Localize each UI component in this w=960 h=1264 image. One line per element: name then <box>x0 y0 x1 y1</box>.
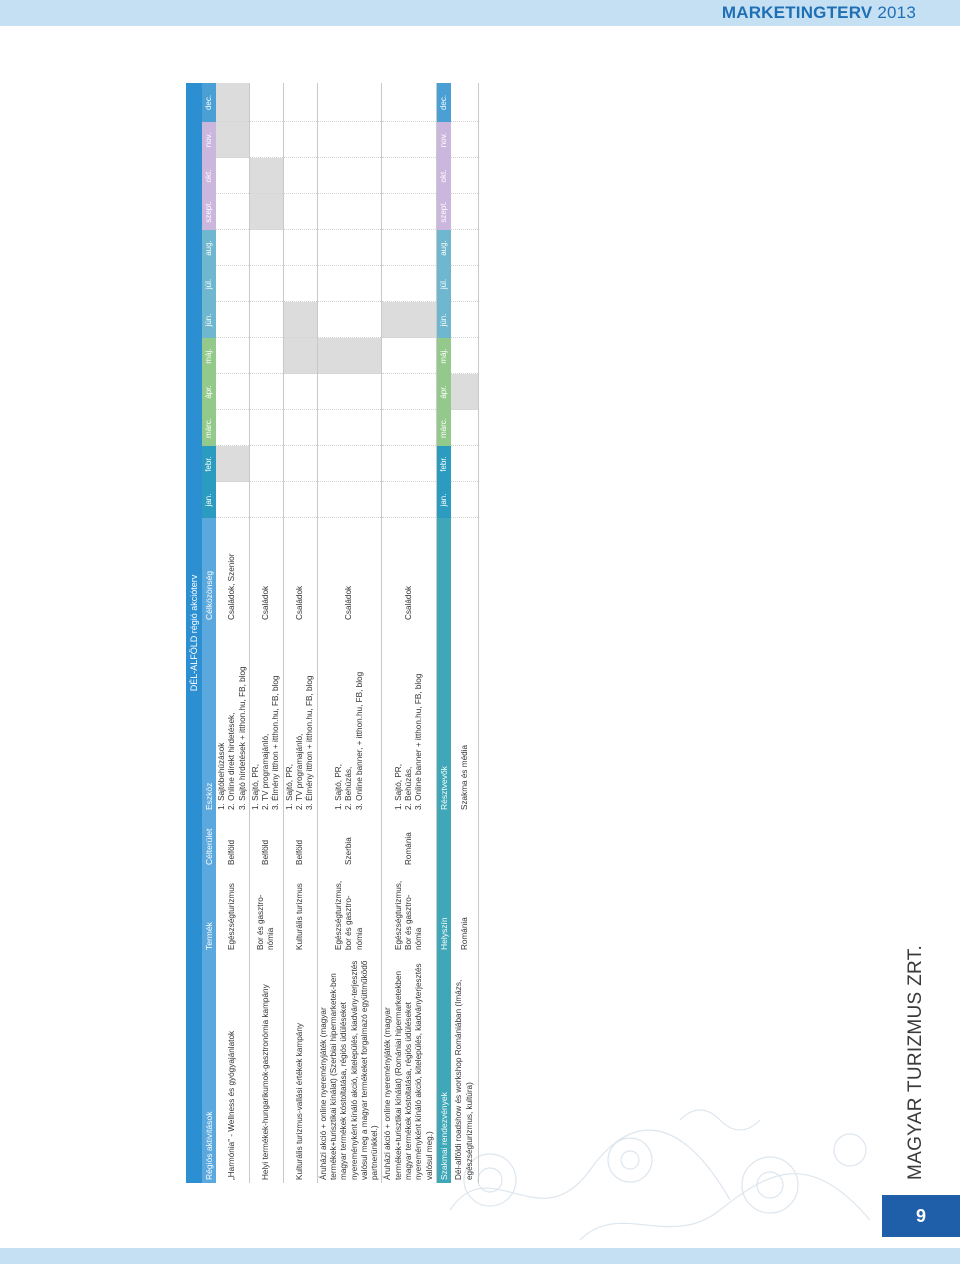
table-header <box>202 83 216 1183</box>
audience-cell: Családok, Szenior <box>216 518 249 623</box>
audience-cell: Családok <box>249 518 283 623</box>
month-cell-febr <box>249 446 283 482</box>
target-area-cell: Szerbia <box>317 813 382 868</box>
month-header-may: máj. <box>202 338 216 374</box>
table-row <box>451 83 479 1183</box>
month-cell-szept <box>216 194 249 230</box>
month-cell-ápr <box>283 374 317 410</box>
column-header-tool: Eszköz <box>202 623 216 813</box>
event-rows <box>451 83 479 1183</box>
month-cell-okt <box>382 158 436 194</box>
month-cell-márc <box>317 410 382 446</box>
month-header-may: máj. <box>436 338 451 374</box>
month-cell-aug <box>451 230 479 266</box>
column-header-product: Termék <box>202 868 216 953</box>
product-cell: Egészségturizmus, Bor és gasztro- nómia <box>382 868 436 953</box>
month-header-apr: ápr. <box>202 374 216 410</box>
month-header-sep: szept. <box>202 194 216 230</box>
table-row <box>317 83 382 1183</box>
month-cell-szept <box>451 194 479 230</box>
month-header-jun: jún. <box>436 302 451 338</box>
month-header-apr: ápr. <box>436 374 451 410</box>
month-cell-nov <box>451 122 479 158</box>
month-header-jun: jún. <box>202 302 216 338</box>
month-header-jul: júl. <box>202 266 216 302</box>
month-cell-jan <box>283 482 317 518</box>
activity-cell: Helyi termékek-hungarikumok-gasztronómia kampány <box>249 953 283 1183</box>
month-cell-aug <box>382 230 436 266</box>
month-cell-nov <box>283 122 317 158</box>
audience-cell: Családok <box>317 518 382 623</box>
target-area-cell: Románia <box>382 813 436 868</box>
month-header-jul: júl. <box>436 266 451 302</box>
audience-cell: Családok <box>382 518 436 623</box>
month-cell-febr <box>216 446 249 482</box>
month-cell-jún <box>317 302 382 338</box>
table-row <box>382 83 436 1183</box>
tool-cell: 1. Sajtó, PR, 2. Behúzás, 3. Online banner + itthon.hu, FB, blog <box>382 623 436 813</box>
month-header-nov: nov. <box>436 122 451 158</box>
month-cell-nov <box>317 122 382 158</box>
month-cell-jan <box>382 482 436 518</box>
month-cell-júl <box>451 266 479 302</box>
month-cell-jan <box>317 482 382 518</box>
month-cell-dec <box>283 83 317 122</box>
product-cell: Egészségturizmus, bor és gasztro- nómia <box>317 868 382 953</box>
tool-cell: 1. Sajtó, PR, 2. TV programajánló, 3. Élmény itthon + itthon.hu, FB, blog <box>249 623 283 813</box>
document-brand: MARKETINGTERV <box>721 3 873 22</box>
month-cell-szept <box>382 194 436 230</box>
month-cell-febr <box>451 446 479 482</box>
product-cell: Egészségturizmus <box>216 868 249 953</box>
month-cell-ápr <box>451 374 479 410</box>
month-header-dec: dec. <box>436 83 451 122</box>
month-cell-jún <box>216 302 249 338</box>
month-header-feb: febr. <box>202 446 216 482</box>
month-cell-okt <box>216 158 249 194</box>
location-cell: Románia <box>451 813 479 953</box>
month-cell-máj <box>451 338 479 374</box>
month-cell-júl <box>317 266 382 302</box>
month-cell-dec <box>216 83 249 122</box>
event-cell: Dél-alföldi roadshow és workshop Romániában (Imázs, egészségturizmus, kultúra) <box>451 953 479 1183</box>
section-header-events <box>436 83 451 1183</box>
tool-cell: 1. Sajtóbehúzások 2. Online direkt hirdetések, 3. Sajtó hirdetések + itthon.hu, FB, blog <box>216 623 249 813</box>
activity-cell: „Harmónia” - Wellness és gyógyajánlatok <box>216 953 249 1183</box>
month-cell-márc <box>451 410 479 446</box>
month-cell-dec <box>317 83 382 122</box>
column-header-audience: Célközönség <box>202 518 216 623</box>
audience-cell: Családok <box>283 518 317 623</box>
month-cell-máj <box>249 338 283 374</box>
month-cell-ápr <box>216 374 249 410</box>
bottom-band <box>0 1248 960 1264</box>
month-header-oct: okt. <box>436 158 451 194</box>
action-plan-table-container <box>186 83 626 1183</box>
column-header-location: Helyszín <box>436 813 451 953</box>
month-cell-jún <box>451 302 479 338</box>
month-cell-jan <box>249 482 283 518</box>
month-cell-júl <box>382 266 436 302</box>
table-row <box>216 83 249 1183</box>
month-cell-szept <box>283 194 317 230</box>
month-cell-febr <box>317 446 382 482</box>
month-cell-máj <box>317 338 382 374</box>
month-cell-jan <box>216 482 249 518</box>
target-area-cell: Belföld <box>249 813 283 868</box>
product-cell: Bor és gasztro- nómia <box>249 868 283 953</box>
month-header-sep: szept. <box>436 194 451 230</box>
month-cell-aug <box>283 230 317 266</box>
month-cell-febr <box>283 446 317 482</box>
product-cell: Kulturális turizmus <box>283 868 317 953</box>
activity-cell: Kulturális turizmus-vallási értékek kampány <box>283 953 317 1183</box>
activity-cell: Áruházi akció + online nyereményjáték (magyar termékek+turisztikai kínálat) (Szerbiai hipermarketek-ben magyar termékek kóstoltatása, régiós üdüléseket nyereményként kínáló akció, kitelepülés, kiadvány-terjesztés valósul meg a magyar termékeket forgalmazó együttműködő partnerünkkel.) <box>317 953 382 1183</box>
month-cell-szept <box>317 194 382 230</box>
month-cell-dec <box>249 83 283 122</box>
month-header-aug: aug. <box>202 230 216 266</box>
table-title: DÉL-ALFÖLD régió akcióterv <box>186 83 202 1183</box>
month-cell-máj <box>283 338 317 374</box>
month-cell-júl <box>283 266 317 302</box>
tool-cell: 1. Sajtó, PR, 2. TV programajánló, 3. Élmény itthon + itthon.hu, FB, blog <box>283 623 317 813</box>
month-cell-máj <box>216 338 249 374</box>
month-cell-febr <box>382 446 436 482</box>
month-cell-jún <box>283 302 317 338</box>
month-cell-nov <box>382 122 436 158</box>
document-year: 2013 <box>877 3 916 22</box>
month-cell-márc <box>382 410 436 446</box>
month-cell-jún <box>382 302 436 338</box>
month-header-mar: márc. <box>202 410 216 446</box>
column-header-events: Szakmai rendezvények <box>436 953 451 1183</box>
month-cell-márc <box>216 410 249 446</box>
month-header-dec: dec. <box>202 83 216 122</box>
month-cell-márc <box>283 410 317 446</box>
month-header-mar: márc. <box>436 410 451 446</box>
month-header-feb: febr. <box>436 446 451 482</box>
table-row <box>249 83 283 1183</box>
column-header-activities: Régiós aktivitások <box>202 953 216 1183</box>
month-cell-okt <box>317 158 382 194</box>
month-header-nov: nov. <box>202 122 216 158</box>
month-header-aug: aug. <box>436 230 451 266</box>
column-header-participants: Résztvevők <box>436 518 451 813</box>
month-cell-aug <box>216 230 249 266</box>
month-header-oct: okt. <box>202 158 216 194</box>
month-cell-szept <box>249 194 283 230</box>
month-cell-máj <box>382 338 436 374</box>
month-cell-jún <box>249 302 283 338</box>
month-header-jan: jan. <box>202 482 216 518</box>
month-cell-jan <box>451 482 479 518</box>
month-cell-aug <box>249 230 283 266</box>
column-header-target-area: Célterület <box>202 813 216 868</box>
page-number: 9 <box>882 1195 960 1237</box>
target-area-cell: Belföld <box>283 813 317 868</box>
action-plan-table <box>186 83 479 1183</box>
month-cell-ápr <box>317 374 382 410</box>
month-cell-márc <box>249 410 283 446</box>
month-cell-okt <box>249 158 283 194</box>
table-row <box>283 83 317 1183</box>
month-cell-okt <box>283 158 317 194</box>
month-cell-dec <box>382 83 436 122</box>
month-cell-ápr <box>382 374 436 410</box>
tool-cell: 1. Sajtó, PR, 2. Behúzás, 3. Online banner, + itthon.hu, FB, blog <box>317 623 382 813</box>
month-cell-ápr <box>249 374 283 410</box>
month-cell-dec <box>451 83 479 122</box>
target-area-cell: Belföld <box>216 813 249 868</box>
month-cell-aug <box>317 230 382 266</box>
participants-cell: Szakma és média <box>451 518 479 813</box>
month-cell-júl <box>249 266 283 302</box>
month-cell-okt <box>451 158 479 194</box>
document-title <box>722 3 916 23</box>
organization-name: MAGYAR TURIZMUS ZRT. <box>905 944 926 1180</box>
month-cell-nov <box>249 122 283 158</box>
activity-rows <box>216 83 436 1183</box>
month-cell-nov <box>216 122 249 158</box>
activity-cell: Áruházi akció + online nyereményjáték (magyar termékek+turisztikai kínálat) (Romániai hipermarketekben magyar termékek kóstoltatása, régiós üdüléseket nyereményként kínáló akció, kitelepülés, kiadványterjesztés valósul meg.) <box>382 953 436 1183</box>
month-header-jan: jan. <box>436 482 451 518</box>
month-cell-júl <box>216 266 249 302</box>
